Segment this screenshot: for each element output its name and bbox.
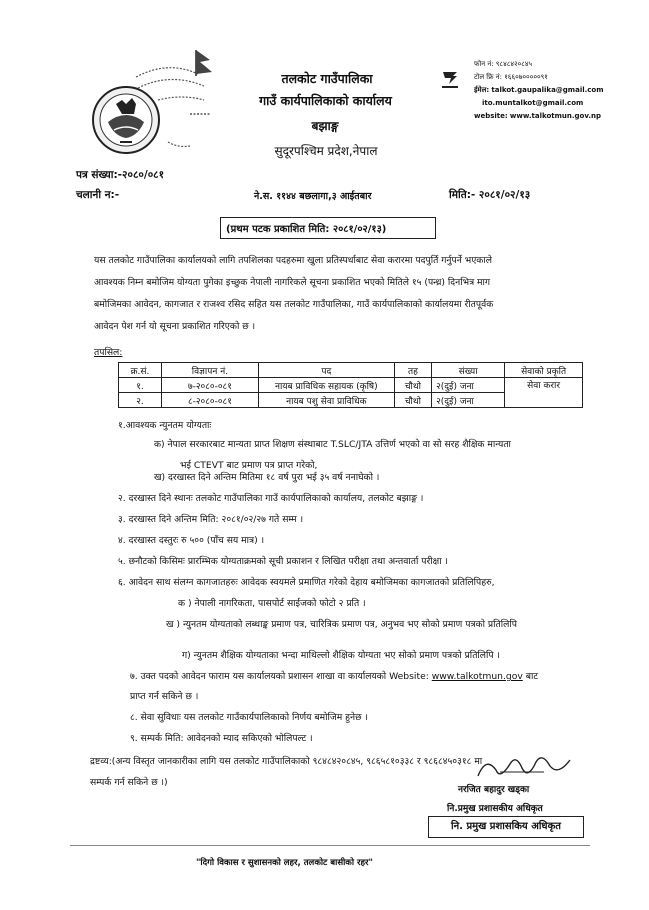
org-office: गाउँ कार्यपालिकाको कार्यालय: [259, 93, 392, 108]
website-row: [474, 110, 644, 123]
org-province: सुदूरपश्चिम प्रदेश,नेपाल: [274, 144, 378, 158]
footer-slogan: "दिगो विकास र सुशासनको लहर, तलकोट बासीको रहर": [196, 858, 373, 868]
item-1a-line2: भई CTEVT बाट प्रमाण पत्र प्राप्त गरेको,: [180, 460, 318, 471]
letter-number: पत्र संख्या:-२०८०/०८१: [76, 169, 165, 181]
item-3: ३. दरखास्त दिने अन्तिम मिति: २०८१/०२/२७ गते सम्म ।: [118, 514, 304, 525]
website-link[interactable]: www.talkotmun.gov.np: [509, 112, 602, 120]
org-name: तलकोट गाउँपालिका: [281, 71, 373, 86]
org-district: बझाङ्ग: [311, 119, 339, 133]
cell-service-type: सेवा करार: [505, 378, 583, 408]
col-ad-number: विज्ञापन नं.: [161, 363, 258, 378]
col-serial: क्र.सं.: [119, 363, 162, 378]
address-date-line: ने.स. ११४४ बछलागा,३ आईतबार: [254, 191, 372, 202]
item-7-text: ७. उक्त पदको आवेदन फाराम यस कार्यालयको प्रशासन शाखा वा कार्यालयको Website:: [130, 671, 429, 682]
col-post: पद: [258, 363, 394, 378]
cell-serial: १.: [119, 378, 162, 393]
contact-block: [474, 58, 644, 123]
email-primary[interactable]: talkot.gaupalika@gmail.com: [491, 86, 604, 94]
signature-scribble: [470, 750, 580, 786]
table-header-row: [119, 363, 583, 378]
item-7-line1: [130, 669, 538, 682]
toll-free-number: टोल फ्रि नं: १६६०७०००००९१: [474, 73, 548, 81]
cell-level: चौथो: [394, 393, 431, 408]
col-count: संख्या: [432, 363, 505, 378]
item-4: ४. दरखास्त दस्तुरः रु ५०० (पाँच सय मात्र) ।: [118, 535, 265, 546]
email-primary-row: [474, 84, 644, 97]
intro-line-3: बमोजिमका आवेदन, कागजात र राजश्व रसिद सहित यस तलकोट गाउँपालिका, गाउँ कार्यपालिकाको कार्यालयमा रीतपूर्वक: [94, 299, 494, 310]
phone-number: फोन नं: ९८४८४२०८४५: [474, 60, 533, 68]
cell-post: नायब पशु सेवा प्राविधिक: [258, 393, 394, 408]
website-label: website:: [474, 112, 508, 120]
col-level: तह: [394, 363, 431, 378]
cell-serial: २.: [119, 393, 162, 408]
email-label: ईमेल:: [474, 86, 490, 94]
item-2: २. दरखास्त दिने स्थानः तलकोट गाउँपालिका गाउँ कार्यपालिकाको कार्यालय, तलकोट बझाङ्ग ।: [118, 493, 424, 504]
official-stamp: नि. प्रमुख प्रशासकिय अधिकृत: [428, 816, 584, 838]
intro-line-1: यस तलकोट गाउँपालिका कार्यालयको लागि तपशिलका पदहरुमा खुला प्रतिस्पर्धाबाट सेवा करारमा पदपुर्ति गर्नुपर्ने भएकाले: [94, 255, 492, 266]
item-6b: ख ) न्युनतम योग्यताको लब्धाङ्क प्रमाण पत्र, चारित्रिक प्रमाण पत्र, अनुभव भए सोको प्रमाण पत्रको प्रतिलिपि: [166, 619, 517, 630]
item-1a-line1: क) नेपाल सरकारबाट मान्यता प्राप्त शिक्षण संस्थाबाट T.SLC/JTA उत्तिर्ण भएको वा सो सरह शैक्षिक मान्यता: [154, 439, 511, 450]
intro-line-2: आवश्यक निम्न बमोजिम योग्यता पुगेका इच्छुक नेपाली नागरिकले सूचना प्रकाशित भएको मितिले १५ (पन्ध्र) दिनभित्र माग: [94, 277, 491, 288]
positions-table: [118, 362, 583, 408]
dispatch-number: चलानी न:-: [76, 189, 120, 201]
government-emblem: [78, 42, 218, 157]
cell-count: २(दुई) जना: [432, 378, 505, 393]
item-8: ८. सेवा सुविधाः यस तलकोट गाउँकार्यपालिकाको निर्णय बमोजिम हुनेछ ।: [130, 712, 368, 723]
note-line-1: द्रष्टव्य:(अन्य विस्तृत जानकारीका लागि यस तलकोट गाउँपालिकाको ९८४८४२०८४५, ९८६५८१०३३८ र ९८६८४५०३१८ मा: [90, 756, 483, 767]
signatory-name: नरजित बहादुर खड्का: [458, 785, 530, 795]
notice-title: (प्रथम पटक प्रकाशित मिति: २०८१/०२/१३): [226, 224, 387, 235]
item-7-website-link[interactable]: www.talkotmun.gov: [431, 671, 523, 682]
footer-divider: [70, 845, 590, 846]
item-1b: ख) दरखास्त दिने अन्तिम मितिमा १८ वर्ष पुरा भई ३५ वर्ष ननाघेको ।: [154, 472, 380, 483]
letter-date: मिति:- २०८१/०२/१३: [449, 189, 531, 201]
intro-line-4: आवेदन पेश गर्न यो सूचना प्रकाशित गरिएको छ ।: [94, 321, 256, 332]
item-6c: ग) न्युनतम शैक्षिक योग्यताका भन्दा माथिल्लो शैक्षिक योग्यता भए सोको प्रमाण पत्रको प्रतिलिपि ।: [182, 650, 501, 661]
item-9: ९. सम्पर्क मिति: आवेदनको म्याद सकिएको भोलिपल्ट ।: [130, 733, 313, 744]
cell-ad-number: ७-२०८०-०८१: [161, 378, 258, 393]
cell-post: नायब प्राविधिक सहायक (कृषि): [258, 378, 394, 393]
item-5: ५. छनौटको किसिमः प्रारम्भिक योग्यताक्रमको सूची प्रकाशन र लिखित परीक्षा तथा अन्तवार्ता परीक्षा ।: [118, 556, 448, 567]
cell-ad-number: ८-२०८०-०८१: [161, 393, 258, 408]
item-6: ६. आवेदन साथ संलग्न कागजातहरुः आवेदक स्वयमले प्रमाणित गरेको देहाय बमोजिमका कागजातको प्रतिलिपिहरु,: [118, 577, 495, 588]
cell-count: २(दुई) जना: [432, 393, 505, 408]
item-7-suffix: बाट: [525, 671, 538, 682]
col-service-type: सेवाको प्रकृति: [505, 363, 583, 378]
email-secondary[interactable]: ito.muntalkot@gmail.com: [482, 99, 584, 107]
signatory-designation: नि.प्रमुख प्रशासकीय अधिकृत: [447, 804, 543, 814]
municipality-logo: [439, 66, 461, 90]
cell-level: चौथो: [394, 378, 431, 393]
details-label: तपसिल:: [94, 347, 123, 358]
note-line-2: सम्पर्क गर्न सकिने छ ।): [90, 777, 168, 788]
item-6a: क ) नेपाली नागरिकता, पासपोर्ट साईजको फोटो २ प्रति ।: [178, 598, 366, 609]
table-row: [119, 378, 583, 393]
item-1-title: १.आवश्यक न्युनतम योग्यताः: [118, 420, 212, 431]
item-7-line2: प्राप्त गर्न सकिने छ ।: [130, 691, 199, 702]
